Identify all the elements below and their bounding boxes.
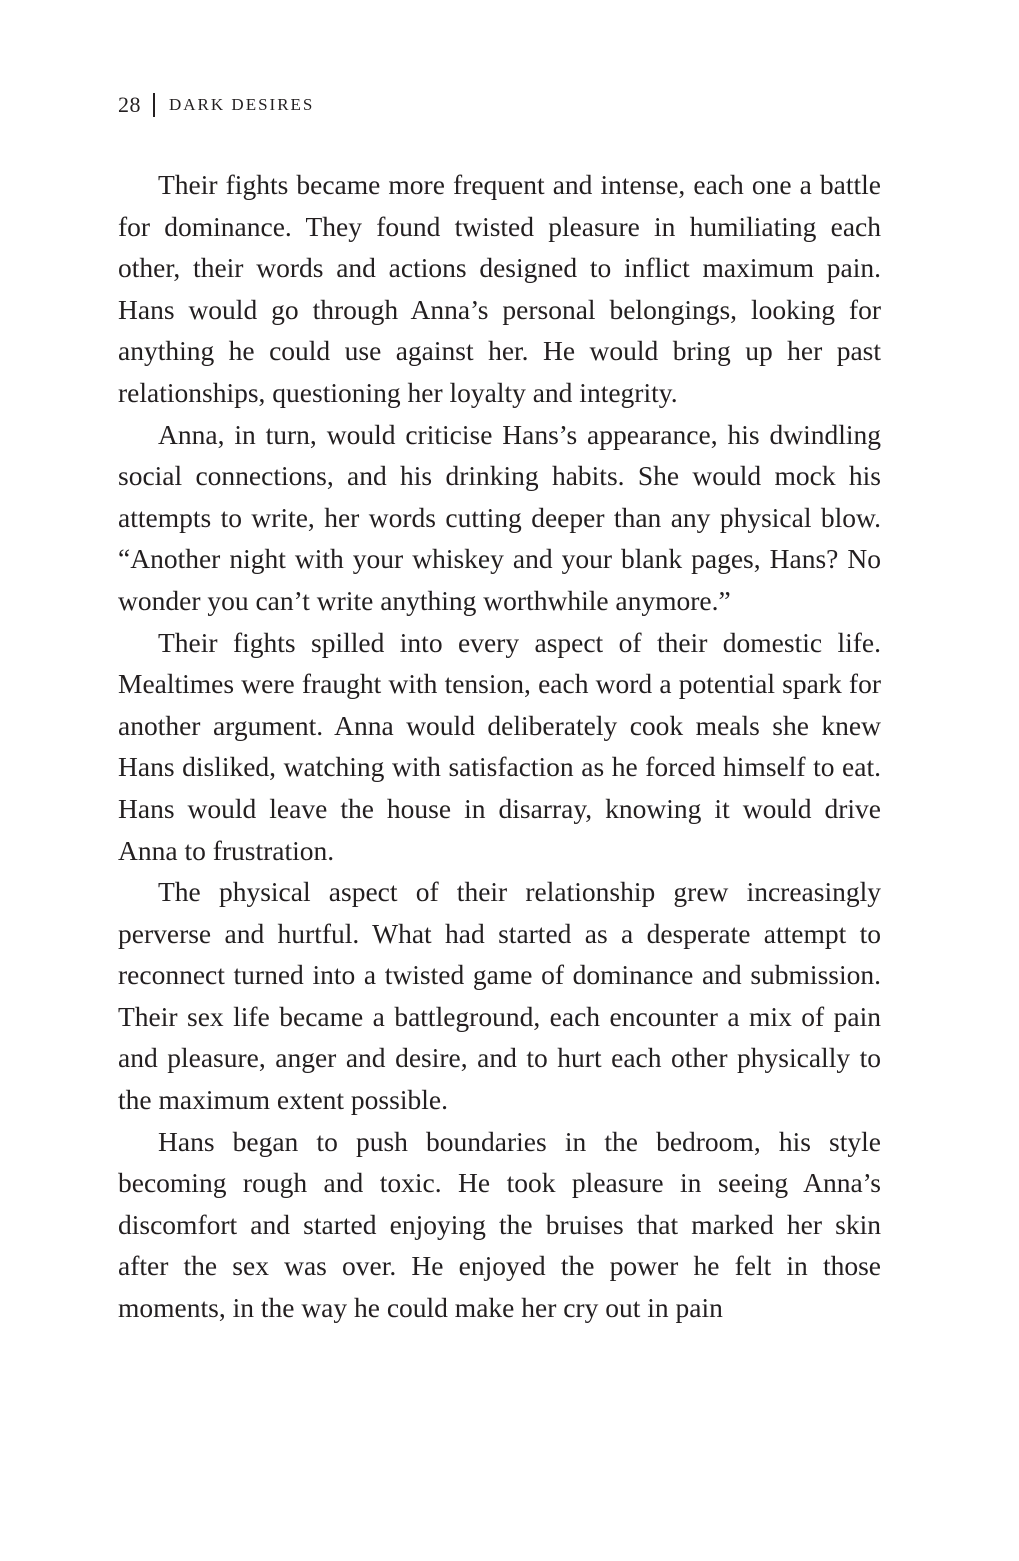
running-head [118, 88, 314, 122]
paragraph: Anna, in turn, would criticise Hans’s appearance, his dwindling social connections, and his drinking habits. She would mock his attempts to write, her words cutting deeper than any physical blow. “Another night with your whiskey and your blank pages, Hans? No wonder you can’t write anything worthwhile anymore.” [118, 418, 881, 616]
body-text [118, 164, 881, 1329]
paragraph: Their fights became more frequent and intense, each one a battle for dominance. They found twisted pleasure in humiliating each other, their words and actions designed to inflict maximum pain. Hans would go through Anna’s personal belongings, looking for anything he could use against her. He would bring up her past relationships, questioning her loyalty and integrity. [118, 169, 881, 408]
page-number: 28 [118, 92, 141, 117]
paragraph: The physical aspect of their relationship grew increasingly perverse and hurtful. What had started as a desperate attempt to reconnect turned into a twisted game of dominance and submission. Their sex life became a battleground, each encounter a mix of pain and pleasure, anger and desire, and to hurt each other physically to the maximum extent possible. [118, 876, 881, 1116]
paragraph: Hans began to push boundaries in the bedroom, his style becoming rough and toxic. He took pleasure in seeing Anna’s discomfort and started enjoying the bruises that marked her skin after the sex was over. He enjoyed the power he felt in those moments, in the way he could make her cry out in pain [118, 1125, 881, 1324]
header-divider [153, 93, 155, 117]
paragraph: Their fights spilled into every aspect of their domestic life. Mealtimes were fraught with tension, each word a potential spark for another argument. Anna would deliberately cook meals she knew Hans disliked, watching with satisfaction as he forced himself to eat. Hans would leave the house in disarray, knowing it would drive Anna to frustration. [118, 626, 881, 866]
book-title: DARK DESIRES [169, 95, 315, 114]
